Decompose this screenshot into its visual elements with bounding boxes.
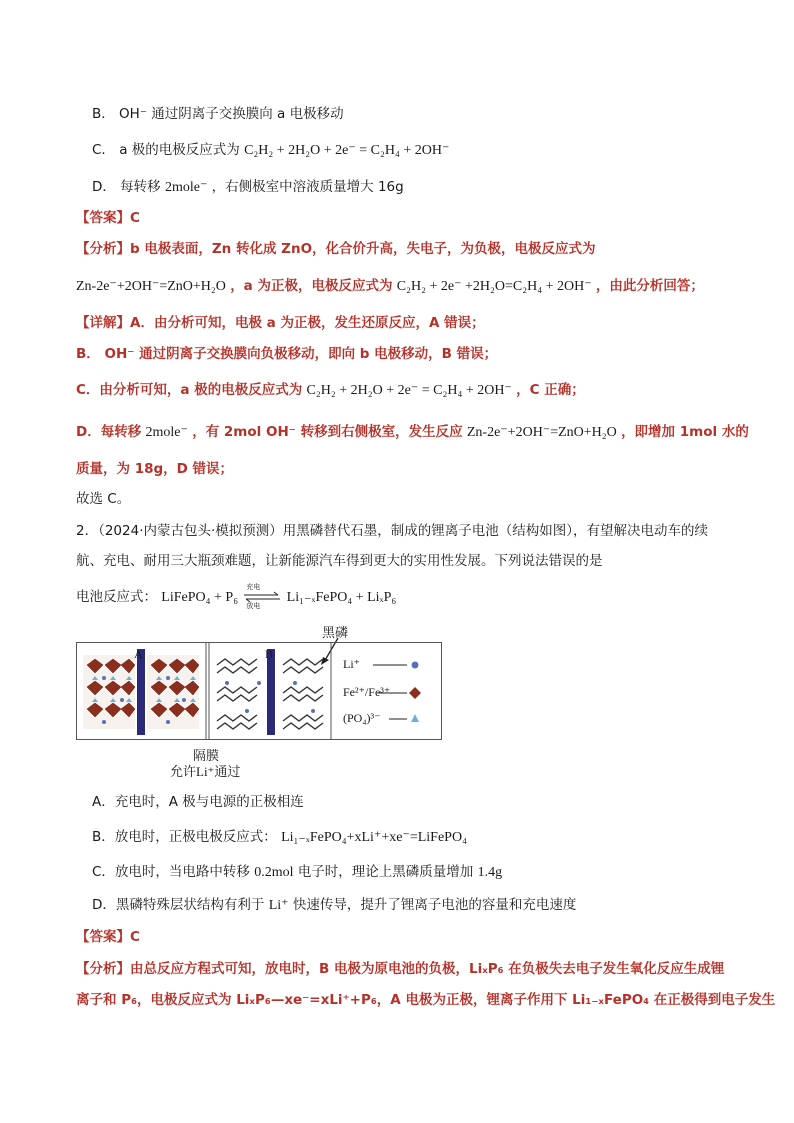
reversible-arrow-icon: [242, 583, 282, 610]
q1-detail-d-line-1: [76, 420, 749, 441]
arrow-top-label: 充电: [246, 583, 261, 591]
q2-option-b: [92, 825, 467, 846]
arrow-bottom-label: 放电: [246, 602, 261, 610]
detail-d-end: ，即增加 1mol 水的: [621, 424, 749, 440]
figure-caption-li-pass: 允许Li⁺通过: [170, 764, 241, 779]
q2-option-a: A．充电时，A 极与电源的正极相连: [92, 794, 304, 810]
reaction-label: 电池反应式：: [76, 589, 157, 605]
detail-d-prefix: D．每转移: [76, 424, 142, 440]
electrode-a-label: A: [134, 647, 143, 661]
analysis-text: 由总反应方程式可知，放电时，B 电极为原电池的负极，LiₓP₆ 在负极失去电子发生氧化反应生成锂: [130, 961, 725, 977]
q2-reaction: [76, 583, 397, 610]
q1-answer: [76, 206, 140, 226]
analysis-end-text: ，由此分析回答；: [595, 278, 704, 294]
q1-option-d-suffix: ，右侧极室中溶液质量增大 16g: [211, 179, 404, 195]
q2-stem-line-1: 2．（2024·内蒙古包头·模拟预测）用黑磷替代石墨，制成的锂离子电池（结构如图），有望解决电动车的续: [76, 523, 709, 539]
legend-po4-label: (PO₄)³⁻: [343, 711, 381, 725]
q1-choose: 故选 C。: [76, 491, 131, 507]
q1-option-c: [92, 138, 449, 159]
detail-c-end: ，C 正确；: [516, 382, 585, 398]
black-phosphorus-label: 黑磷: [322, 625, 349, 640]
answer-label: 【答案】: [76, 929, 130, 945]
q2-analysis-line-1: [76, 957, 724, 977]
legend-fe-label: Fe²⁺/Fe³⁺: [343, 685, 391, 699]
reaction-right: Li₁₋ₓFePO₄ + LiₓP₆: [286, 590, 397, 605]
legend-fe-ion-marker: [409, 687, 421, 699]
q1-detail-d-line-2: 质量，为 18g，D 错误；: [76, 461, 234, 477]
figure-caption-separator: 隔膜: [193, 748, 220, 763]
q1-detail-c: [76, 378, 585, 399]
q2-answer: [76, 925, 140, 945]
q1-option-d: [92, 175, 404, 196]
detail-c-equation: C₂H₂ + 2H₂O + 2e⁻ = C₂H₄ + 2OH⁻: [306, 383, 512, 398]
answer-label: 【答案】: [76, 210, 130, 226]
analysis-equation-2: C₂H₂ + 2e⁻ +2H₂O=C₂H₄ + 2OH⁻: [396, 279, 592, 294]
detail-d-mid: ，有 2mol OH⁻ 转移到右侧极室，发生反应: [192, 424, 463, 440]
analysis-equation-1: Zn-2e⁻+2OH⁻=ZnO+H₂O: [76, 279, 226, 294]
battery-diagram: [76, 642, 442, 740]
q1-option-c-text: C． a 极的电极反应式为: [92, 142, 240, 158]
q1-option-d-quantity: 2mole⁻: [164, 180, 208, 195]
q1-analysis-line-2: [76, 274, 704, 295]
q2-option-c: [92, 860, 502, 881]
q2-option-d: [92, 893, 576, 914]
analysis-label: 【分析】: [76, 241, 130, 257]
answer-value: C: [130, 210, 140, 226]
detail-a-text: A．由分析可知，电极 a 为正极，发生还原反应，A 错误；: [130, 315, 485, 331]
q2-option-c-quantity: 0.2mol: [254, 865, 294, 880]
q1-option-c-equation: C₂H₂ + 2H₂O + 2e⁻ = C₂H₄ + 2OH⁻: [244, 143, 450, 158]
q2-option-d-suffix: 快速传导，提升了锂离子电池的容量和充电速度: [292, 897, 577, 913]
q1-analysis-line-1: [76, 237, 596, 257]
reaction-left: LiFePO₄ + P₆: [161, 590, 239, 605]
electrode-b-label: B: [265, 647, 274, 661]
answer-value: C: [130, 929, 140, 945]
q2-stem-line-2: 航、充电、耐用三大瓶颈难题，让新能源汽车得到更大的实用性发展。下列说法错误的是: [76, 553, 603, 569]
analysis-mid-text: ，a 为正极，电极反应式为: [230, 278, 393, 294]
detail-c-prefix: C．由分析可知，a 极的电极反应式为: [76, 382, 303, 398]
q2-option-d-ion: Li⁺: [268, 898, 289, 913]
q2-option-c-text: 电子时，理论上黑磷质量增加: [297, 864, 474, 880]
analysis-text: b 电极表面，Zn 转化成 ZnO，化合价升高，失电子，为负极，电极反应式为: [130, 241, 596, 257]
q2-analysis-line-2: 离子和 P₆，电极反应式为 LiₓP₆—xe⁻=xLi⁺+P₆，A 电极为正极，锂离子作用下 Li₁₋ₓFePO₄ 在正极得到电子发生: [76, 992, 776, 1008]
legend-li-ion-marker: [412, 662, 419, 669]
detail-d-quantity: 2mole⁻: [145, 425, 188, 440]
q2-option-b-equation: Li₁₋ₓFePO₄+xLi⁺+xe⁻=LiFePO₄: [281, 830, 467, 845]
q2-option-d-prefix: D．黑磷特殊层状结构有利于: [92, 897, 265, 913]
analysis-label: 【分析】: [76, 961, 130, 977]
q1-option-b: B． OH⁻ 通过阴离子交换膜向 a 电极移动: [92, 106, 344, 122]
detail-label: 【详解】: [76, 315, 130, 331]
q2-option-c-value: 1.4g: [477, 865, 503, 880]
q1-detail-b: B． OH⁻ 通过阴离子交换膜向负极移动，即向 b 电极移动，B 错误；: [76, 346, 498, 362]
legend-li-label: Li⁺: [343, 657, 360, 671]
detail-d-equation: Zn-2e⁻+2OH⁻=ZnO+H₂O: [466, 425, 617, 440]
q2-option-b-prefix: B．放电时，正极电极反应式：: [92, 829, 277, 845]
q2-option-c-prefix: C．放电时，当电路中转移: [92, 864, 250, 880]
q1-option-d-prefix: D． 每转移: [92, 179, 161, 195]
q1-detail-a: [76, 311, 485, 331]
legend-po4-marker: [411, 714, 419, 722]
